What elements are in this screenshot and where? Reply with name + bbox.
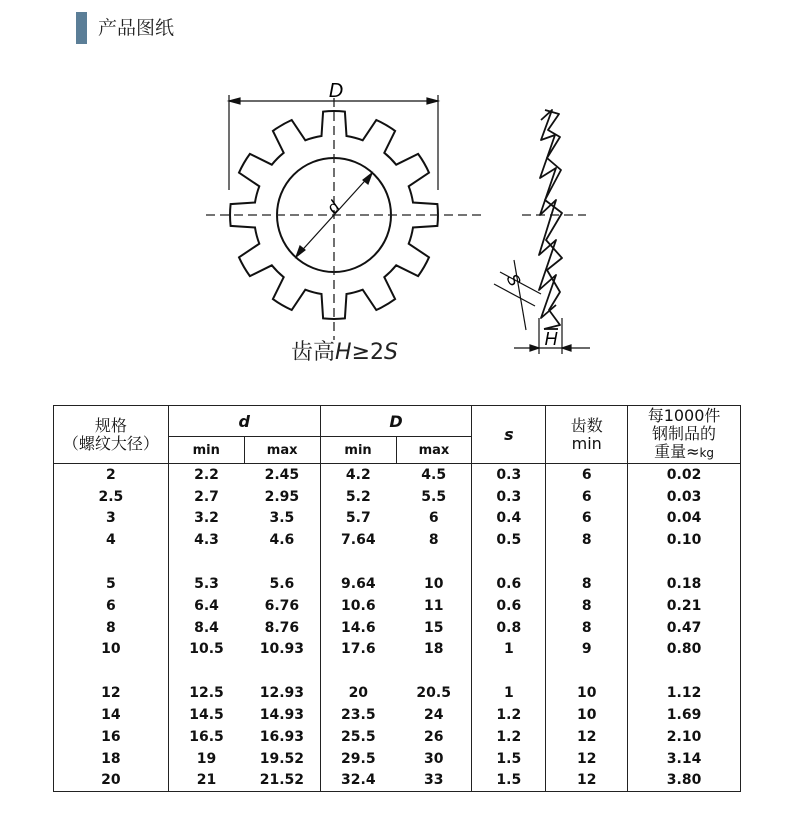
tooth-height-note: [291, 338, 398, 368]
header-D-max: max: [396, 437, 472, 464]
cell-size: 2: [106, 466, 116, 483]
cell-d-min: 21: [168, 770, 244, 792]
spacer-cell: [168, 551, 244, 573]
cell-D-min: 29.5: [320, 748, 396, 770]
spacer-cell: [628, 660, 741, 682]
cell-D-max: 4.5: [421, 466, 447, 483]
header-weight-line2: 钢制品的: [652, 424, 717, 443]
table-row: [54, 573, 741, 595]
label-d: d: [323, 197, 344, 218]
cell-d-min: 2.7: [168, 486, 244, 508]
washer-side-view: [539, 110, 562, 329]
cell-D-min: 14.6: [320, 617, 396, 639]
cell-d-min: 3.2: [168, 508, 244, 530]
spacer-cell: [546, 551, 628, 573]
cell-teeth: 8: [546, 529, 628, 551]
cell-d-min: 16.5: [168, 726, 244, 748]
cell-d-max: 14.93: [259, 707, 305, 724]
cell-D-min: 17.6: [320, 639, 396, 661]
cell-size: 2.5: [98, 488, 124, 505]
cell-weight: 0.21: [628, 595, 741, 617]
label-H: H: [544, 329, 558, 349]
cell-D-min: 7.64: [320, 529, 396, 551]
cell-teeth: 6: [546, 508, 628, 530]
cell-D-max: 8: [428, 532, 439, 549]
cell-weight: 0.80: [628, 639, 741, 661]
cell-size: 16: [101, 728, 121, 745]
cell-D-max: 26: [423, 728, 444, 745]
cell-d-min: 2.2: [168, 464, 244, 486]
cell-size: 12: [101, 685, 121, 702]
cell-teeth: 12: [546, 726, 628, 748]
cell-d-max: 16.93: [259, 728, 305, 745]
table-row: [54, 486, 741, 508]
cell-D-min: 10.6: [320, 595, 396, 617]
table-row: [54, 617, 741, 639]
cell-weight: 0.03: [628, 486, 741, 508]
label-D: D: [328, 80, 344, 102]
note-H: H: [335, 340, 352, 365]
header-spec-sub: （螺纹大径）: [62, 433, 159, 453]
header-weight-line1: 每1000件: [647, 406, 721, 425]
cell-d-max: 19.52: [259, 750, 305, 767]
washer-drawing: [0, 60, 790, 349]
cell-weight: 0.10: [628, 529, 741, 551]
table-row: [54, 704, 741, 726]
cell-D-min: 5.7: [320, 508, 396, 530]
header-D: D: [320, 406, 472, 437]
cell-d-min: 5.3: [168, 573, 244, 595]
cell-weight: 3.14: [628, 748, 741, 770]
cell-teeth: 6: [546, 486, 628, 508]
spacer-cell: [472, 660, 546, 682]
row-spacer: [54, 660, 741, 682]
cell-s: 0.5: [472, 529, 546, 551]
cell-D-max: 10: [423, 576, 444, 593]
cell-d-min: 10.5: [168, 639, 244, 661]
table-row: [54, 726, 741, 748]
header-teeth-label: 齿数: [570, 415, 603, 435]
cell-D-max: 6: [428, 510, 439, 527]
note-relation: ≥2: [351, 340, 384, 365]
cell-size: 20: [101, 772, 121, 789]
cell-d-min: 8.4: [168, 617, 244, 639]
cell-D-max: 24: [423, 707, 444, 724]
cell-weight: 0.18: [628, 573, 741, 595]
cell-D-max: 20.5: [416, 685, 451, 702]
cell-D-min: 4.2: [320, 464, 396, 486]
cell-weight: 1.69: [628, 704, 741, 726]
table-row: [54, 595, 741, 617]
cell-D-max: 15: [423, 619, 444, 636]
cell-d-max: 8.76: [264, 619, 300, 636]
table-row: [54, 464, 741, 486]
cell-s: 1.2: [472, 704, 546, 726]
cell-d-max: 3.5: [269, 510, 295, 527]
spacer-cell: [244, 660, 320, 682]
header-weight-unit: kg: [699, 446, 715, 460]
cell-s: 0.3: [472, 464, 546, 486]
note-prefix: 齿高: [291, 340, 336, 365]
cell-teeth: 12: [546, 770, 628, 792]
header-weight-label: 重量≈: [654, 442, 700, 461]
table-row: [54, 508, 741, 530]
table-row: [54, 682, 741, 704]
cell-size: 8: [106, 619, 116, 636]
center-lines: [206, 98, 586, 340]
cell-teeth: 6: [546, 464, 628, 486]
cell-d-max: 2.45: [264, 466, 300, 483]
cell-size: 4: [106, 532, 116, 549]
cell-teeth: 10: [546, 704, 628, 726]
cell-s: 0.3: [472, 486, 546, 508]
cell-d-max: 12.93: [259, 685, 305, 702]
cell-d-max: 6.76: [264, 597, 300, 614]
spacer-cell: [396, 551, 472, 573]
cell-s: 1.5: [472, 748, 546, 770]
label-S: S: [502, 270, 525, 290]
cell-weight: 1.12: [628, 682, 741, 704]
spacer-cell: [320, 660, 396, 682]
cell-d-min: 6.4: [168, 595, 244, 617]
cell-D-min: 25.5: [320, 726, 396, 748]
cell-size: 18: [101, 750, 121, 767]
cell-D-max: 5.5: [421, 488, 447, 505]
cell-s: 1: [472, 682, 546, 704]
cell-d-max: 21.52: [259, 772, 305, 789]
spec-table: [53, 405, 741, 792]
cell-d-min: 19: [168, 748, 244, 770]
spacer-cell: [168, 660, 244, 682]
cell-D-max: 33: [423, 772, 444, 789]
cell-d-min: 12.5: [168, 682, 244, 704]
header-weight-line3: [628, 443, 740, 462]
table-row: [54, 748, 741, 770]
cell-weight: 3.80: [628, 770, 741, 792]
header-teeth-unit: min: [571, 433, 602, 453]
cell-d-max: 4.6: [269, 532, 295, 549]
cell-s: 0.8: [472, 617, 546, 639]
header-accent-bar: [76, 12, 87, 44]
cell-D-max: 18: [423, 641, 444, 658]
cell-teeth: 10: [546, 682, 628, 704]
row-spacer: [54, 551, 741, 573]
cell-D-max: 11: [423, 597, 444, 614]
spec-table-body: [54, 464, 741, 792]
cell-d-min: 14.5: [168, 704, 244, 726]
spacer-cell: [320, 551, 396, 573]
spacer-cell: [54, 660, 169, 682]
cell-s: 1.2: [472, 726, 546, 748]
note-S: S: [384, 340, 398, 365]
cell-d-max: 5.6: [269, 576, 295, 593]
cell-size: 10: [101, 641, 121, 658]
cell-s: 1: [472, 639, 546, 661]
cell-s: 0.4: [472, 508, 546, 530]
header-teeth: [546, 406, 628, 464]
spacer-cell: [546, 660, 628, 682]
cell-weight: 0.02: [628, 464, 741, 486]
cell-s: 0.6: [472, 573, 546, 595]
header-D-min: min: [320, 437, 396, 464]
cell-D-min: 32.4: [320, 770, 396, 792]
cell-weight: 0.04: [628, 508, 741, 530]
header-weight: [628, 406, 741, 464]
cell-D-min: 20: [320, 682, 396, 704]
cell-teeth: 8: [546, 573, 628, 595]
spacer-cell: [472, 551, 546, 573]
table-row: [54, 529, 741, 551]
cell-teeth: 8: [546, 595, 628, 617]
spacer-cell: [54, 551, 169, 573]
cell-weight: 0.47: [628, 617, 741, 639]
cell-teeth: 8: [546, 617, 628, 639]
spacer-cell: [396, 660, 472, 682]
cell-size: 5: [106, 576, 116, 593]
spacer-cell: [244, 551, 320, 573]
header-spec: [54, 406, 169, 464]
cell-D-min: 23.5: [320, 704, 396, 726]
cell-size: 3: [106, 510, 116, 527]
cell-s: 1.5: [472, 770, 546, 792]
cell-d-max: 10.93: [259, 641, 305, 658]
cell-D-max: 30: [423, 750, 444, 767]
cell-d-min: 4.3: [168, 529, 244, 551]
cell-s: 0.6: [472, 595, 546, 617]
header-d: d: [168, 406, 320, 437]
page-title: 产品图纸: [98, 17, 175, 39]
cell-weight: 2.10: [628, 726, 741, 748]
header-d-max: max: [244, 437, 320, 464]
table-row: [54, 639, 741, 661]
cell-D-min: 5.2: [320, 486, 396, 508]
spacer-cell: [628, 551, 741, 573]
header-d-min: min: [168, 437, 244, 464]
cell-size: 6: [106, 597, 116, 614]
cell-d-max: 2.95: [264, 488, 300, 505]
cell-size: 14: [101, 707, 121, 724]
header-spec-label: 规格: [94, 415, 127, 435]
header-s: s: [472, 406, 546, 464]
cell-teeth: 12: [546, 748, 628, 770]
table-row: [54, 770, 741, 792]
cell-D-min: 9.64: [320, 573, 396, 595]
cell-teeth: 9: [546, 639, 628, 661]
